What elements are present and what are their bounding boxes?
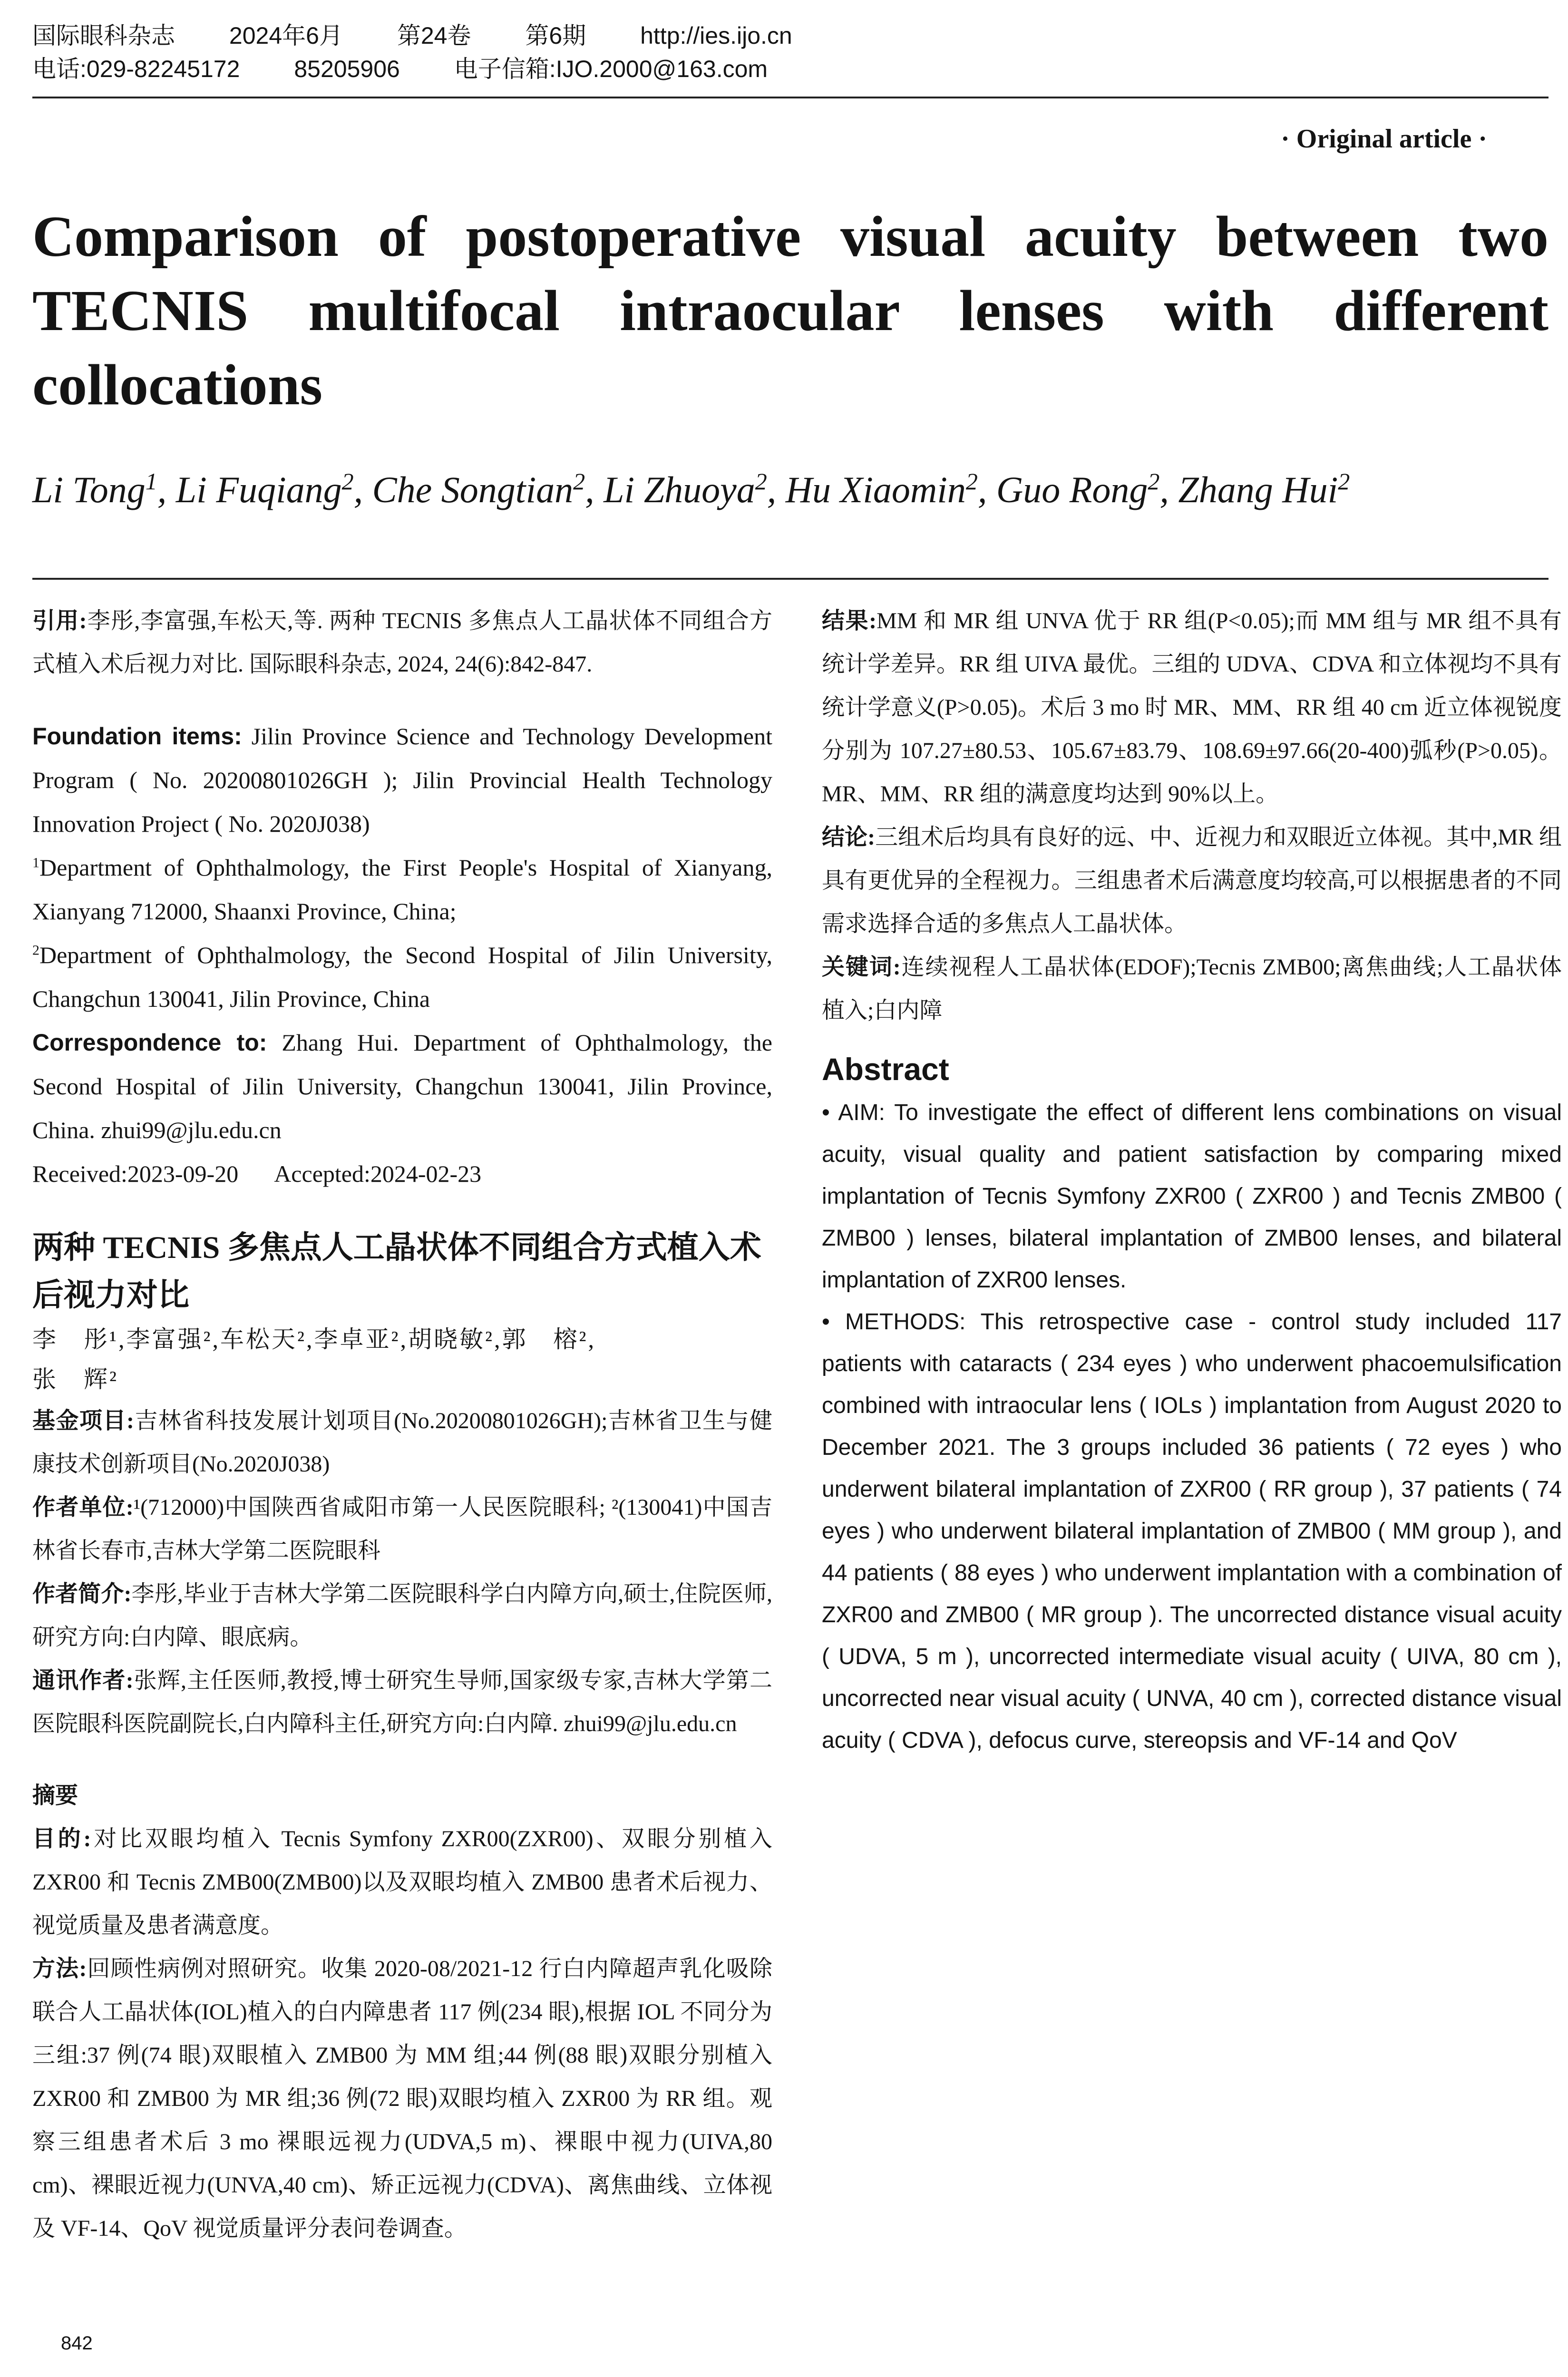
zh-conclusion: 结论:三组术后均具有良好的远、中、近视力和双眼近立体视。其中,MR 组具有更优异的全程视力。三组患者术后满意度均较高,可以根据患者的不同需求选择合适的多焦点人工晶状体。 <box>822 825 1562 936</box>
author-bio-zh: 作者简介:李彤,毕业于吉林大学第二医院眼科学白内障方向,硕士,住院医师,研究方向:白内障、眼底病。 <box>32 1581 772 1650</box>
affiliation: $^2$Department of Ophthalmology, the Second Hospital of Jilin University, Changchun 130041, Jilin Province, China <box>32 942 772 1012</box>
affiliation-zh: 作者单位:¹(712000)中国陕西省咸阳市第一人民医院眼科; ²(130041)中国吉林省长春市,吉林大学第二医院眼科 <box>32 1495 772 1563</box>
header-line-1 <box>32 19 1549 52</box>
phone: 电话:029-82245172 <box>32 56 240 82</box>
author: Li Fuqiang$^2$ <box>175 468 354 510</box>
chinese-title: 两种 TECNIS 多焦点人工晶状体不同组合方式植入术后视力对比 <box>32 1230 761 1313</box>
article-title: Comparison of postoperative visual acuity between two TECNIS multifocal intraocular lenses with different collocations <box>32 205 1549 417</box>
phone-2: 85205906 <box>294 56 400 82</box>
volume: 第24卷 <box>397 22 471 49</box>
header-divider <box>32 97 1549 98</box>
foundation-items: Foundation items: Jilin Province Science and Technology Development Program ( No. 20200801026GH ); Jilin Provincial Health Technology Innovation Project ( No. 2020J038) <box>32 723 773 837</box>
author: Guo Rong$^2$ <box>996 468 1160 510</box>
zh-abstract-heading: 摘要 <box>32 1783 78 1808</box>
author: Hu Xiaomin$^2$ <box>785 468 978 510</box>
author-list: Li Tong$^1$, Li Fuqiang$^2$, Che Songtian$^2$, Li Zhuoya$^2$, Hu Xiaomin$^2$, Guo Rong$^2$, Zhang Hui$^2$ <box>32 468 1350 510</box>
article-type: · Original article · <box>1281 124 1487 154</box>
author: Che Songtian$^2$ <box>372 468 585 510</box>
journal-name: 国际眼科杂志 <box>32 22 175 49</box>
issue-date: 2024年6月 <box>229 22 343 49</box>
journal-url[interactable]: http://ies.ijo.cn <box>640 22 792 49</box>
citation: 引用:李彤,李富强,车松天,等. 两种 TECNIS 多焦点人工晶状体不同组合方式植入术后视力对比. 国际眼科杂志, 2024, 24(6):842-847. <box>32 608 772 677</box>
zh-results: 结果:MM 和 MR 组 UNVA 优于 RR 组(P<0.05);而 MM 组与 MR 组不具有统计学差异。RR 组 UIVA 最优。三组的 UDVA、CDVA 和立体视均不具有统计学意义(P>0.05)。术后 3 mo 时 MR、MM、RR 组 40 cm 近立体视锐度分别为 107.27±80.53、105.67±83.79、108.69±97.66(20-400)弧秒(P>0.05)。MR、MM、RR 组的满意度均达到 90%以上。 <box>822 608 1562 807</box>
zh-keywords: 关键词:连续视程人工晶状体(EDOF);Tecnis ZMB00;离焦曲线;人工晶状体植入;白内障 <box>822 955 1562 1023</box>
header-line-2 <box>32 52 1549 86</box>
en-aim: • AIM: To investigate the effect of different lens combinations on visual acuity, visual quality and patient satisfaction by comparing mixed implantation of Tecnis Symfony ZXR00 ( ZXR00 ) and Tecnis ZMB00 ( ZMB00 ) lenses, bilateral implantation of ZMB00 lenses, and bilateral implantation of ZXR00 lenses. <box>822 1100 1562 1293</box>
author: Li Zhuoya$^2$ <box>604 468 767 510</box>
running-header <box>32 19 1549 86</box>
abstract-heading: Abstract <box>822 1052 949 1087</box>
right-column <box>822 599 1562 1762</box>
corresponding-author-zh: 通讯作者:张辉,主任医师,教授,博士研究生导师,国家级专家,吉林大学第二医院眼科医院副院长,白内障科主任,研究方向:白内障. zhui99@jlu.edu.cn <box>32 1668 772 1736</box>
en-methods: • METHODS: This retrospective case - control study included 117 patients with cataracts ( 234 eyes ) who underwent phacoemulsification combined with intraocular lens ( IOLs ) implantation from August 2020 to December 2021. The 3 groups included 36 patients ( 72 eyes ) who underwent bilateral implantation of ZXR00 ( RR group ), 37 patients ( 74 eyes ) who underwent bilateral implantation of ZMB00 ( MM group ), and 44 patients ( 88 eyes ) who underwent implantation with a combination of ZXR00 and ZMB00 ( MR group ). The uncorrected distance visual acuity ( UDVA, 5 m ), uncorrected intermediate visual acuity ( UIVA, 80 cm ), uncorrected near visual acuity ( UNVA, 40 cm ), corrected distance visual acuity ( CDVA ), defocus curve, stereopsis and VF-14 and QoV <box>822 1309 1562 1753</box>
page-number: 842 <box>61 2333 93 2354</box>
issue: 第6期 <box>525 22 586 49</box>
zh-aim: 目的:对比双眼均植入 Tecnis Symfony ZXR00(ZXR00)、双眼分别植入 ZXR00 和 Tecnis ZMB00(ZMB00)以及双眼均植入 ZMB00 患者术后视力、视觉质量及患者满意度。 <box>32 1826 772 1938</box>
funding-zh: 基金项目:吉林省科技发展计划项目(No.20200801026GH);吉林省卫生与健康技术创新项目(No.2020J038) <box>32 1408 772 1477</box>
title-divider <box>32 578 1549 580</box>
email[interactable]: 电子信箱:IJO.2000@163.com <box>454 56 768 82</box>
received-date: Received:2023-09-20 <box>32 1160 239 1187</box>
accepted-date: Accepted:2024-02-23 <box>274 1160 482 1187</box>
dates <box>32 1152 772 1196</box>
author: Li Tong$^1$ <box>32 468 157 510</box>
author: Zhang Hui$^2$ <box>1178 468 1350 510</box>
correspondence: Correspondence to: Zhang Hui. Department of Ophthalmology, the Second Hospital of Jilin University, Changchun 130041, Jilin Province, China. zhui99@jlu.edu.cn <box>32 1029 772 1143</box>
affiliation: $^1$Department of Ophthalmology, the First People's Hospital of Xianyang, Xianyang 712000, Shaanxi Province, China; <box>32 854 772 925</box>
zh-methods: 方法:回顾性病例对照研究。收集 2020-08/2021-12 行白内障超声乳化吸除联合人工晶状体(IOL)植入的白内障患者 117 例(234 眼),根据 IOL 不同分为三组:37 例(74 眼)双眼植入 ZMB00 为 MM 组;44 例(88 眼)双眼分别植入 ZXR00 和 ZMB00 为 MR 组;36 例(72 眼)双眼均植入 ZXR00 为 RR 组。观察三组患者术后 3 mo 裸眼远视力(UDVA,5 m)、裸眼中视力(UIVA,80 cm)、裸眼近视力(UNVA,40 cm)、矫正远视力(CDVA)、离焦曲线、立体视及 VF-14、QoV 视觉质量评分表问卷调查。 <box>32 1956 772 2241</box>
left-column <box>32 599 772 2250</box>
chinese-authors: 李 彤¹,李富强²,车松天²,李卓亚²,胡晓敏²,郭 榕², 张 辉² <box>32 1326 596 1393</box>
